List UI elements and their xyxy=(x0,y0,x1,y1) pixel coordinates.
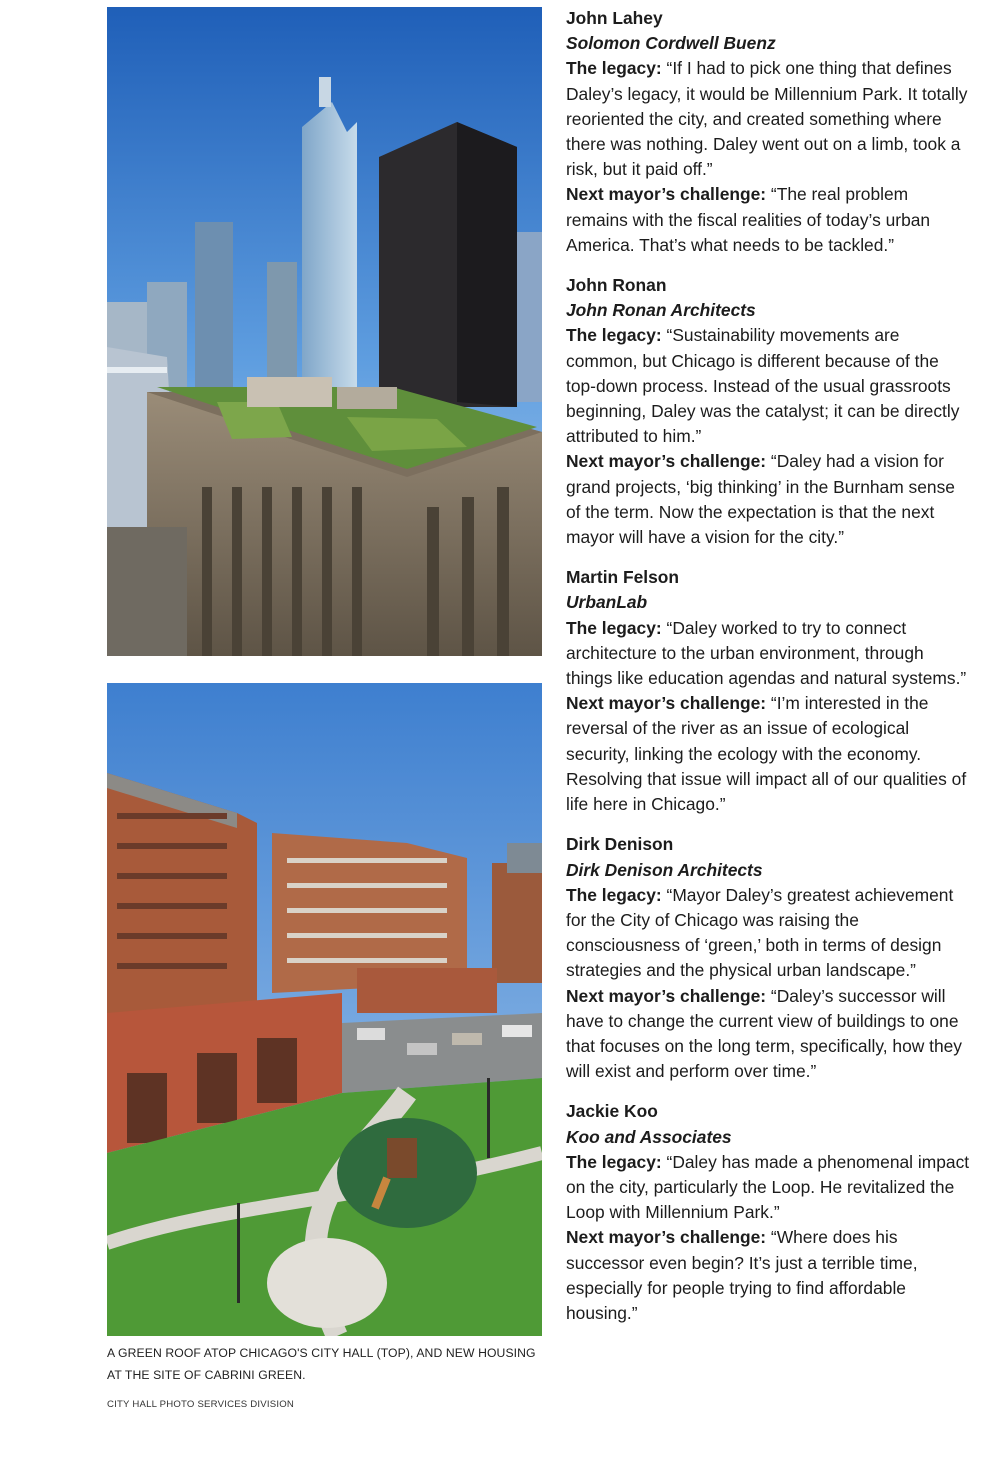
firm-name: John Ronan Architects xyxy=(566,300,756,321)
firm-name: Dirk Denison Architects xyxy=(566,859,763,880)
person-name: Dirk Denison xyxy=(566,834,674,855)
challenge-quote: “Where does his successor even begin? It’s just a terrible time, especially for people trying to find affordable housing.” xyxy=(566,1227,918,1323)
challenge-paragraph xyxy=(566,449,971,550)
cabrini-green-housing-photo xyxy=(107,683,542,1336)
legacy-label: The legacy: xyxy=(566,325,662,346)
legacy-quote: “Mayor Daley’s greatest achievement for the City of Chicago was raising the consciousness of ‘green,’ both in terms of design strategies and the physical urban landscape.” xyxy=(566,884,954,981)
challenge-label: Next mayor’s challenge: xyxy=(566,693,767,714)
legacy-quote: “Daley worked to try to connect architecture to the urban environment, through things like education agendas and natural systems.” xyxy=(566,617,967,689)
challenge-quote: “Daley’s successor will have to change the current view of buildings to one that focuses on the long term, specifically, how they will exist and perform over time.” xyxy=(566,985,963,1082)
housing-illustration xyxy=(107,683,542,1336)
challenge-label: Next mayor’s challenge: xyxy=(566,184,767,205)
legacy-paragraph xyxy=(566,883,971,984)
city-hall-illustration xyxy=(107,7,542,656)
challenge-quote: “Daley had a vision for grand projects, ‘big thinking’ in the Burnham sense of the term. Now the expectation is that the next mayor will have a vision for the city.” xyxy=(566,451,955,548)
legacy-paragraph xyxy=(566,1150,971,1226)
challenge-paragraph xyxy=(566,1225,971,1326)
legacy-quote: “If I had to pick one thing that defines Daley’s legacy, it would be Millennium Park. It totally reoriented the city, and created something where there was nothing. Daley went out on a limb, took a risk, but it paid off.” xyxy=(566,58,968,180)
person-name: John Lahey xyxy=(566,8,663,28)
legacy-label: The legacy: xyxy=(566,1151,662,1172)
legacy-paragraph xyxy=(566,56,971,182)
challenge-label: Next mayor’s challenge: xyxy=(566,985,767,1006)
challenge-quote: “I’m interested in the reversal of the river as an issue of ecological security, linking the ecology with the economy. Resolving that issue will impact all of our qualities of life here in Chicago.” xyxy=(566,693,967,815)
legacy-label: The legacy: xyxy=(566,617,662,638)
city-hall-green-roof-photo xyxy=(107,7,542,656)
legacy-label: The legacy: xyxy=(566,58,662,79)
legacy-label: The legacy: xyxy=(566,884,662,905)
photo-credit: CITY HALL PHOTO SERVICES DIVISION xyxy=(107,1399,294,1410)
challenge-paragraph xyxy=(566,182,971,258)
legacy-quote: “Sustainability movements are common, but Chicago is different because of the top-down process. Instead of the usual grassroots beginning, Daley was the catalyst; it can be directly attributed to him.” xyxy=(566,325,960,447)
entry-john-lahey xyxy=(566,6,971,258)
challenge-label: Next mayor’s challenge: xyxy=(566,1227,767,1248)
firm-name: Koo and Associates xyxy=(566,1126,732,1147)
firm-name: Solomon Cordwell Buenz xyxy=(566,33,776,54)
entry-jackie-koo xyxy=(566,1099,971,1326)
challenge-quote: “The real problem remains with the fiscal realities of today’s urban America. That’s what needs to be tackled.” xyxy=(566,184,931,255)
challenge-paragraph xyxy=(566,691,971,817)
person-name: Jackie Koo xyxy=(566,1101,658,1122)
person-name: John Ronan xyxy=(566,275,667,296)
challenge-paragraph xyxy=(566,984,971,1085)
legacy-quote: “Daley has made a phenomenal impact on the city, particularly the Loop. He revitalized the Loop with Millennium Park.” xyxy=(566,1151,970,1223)
photo-caption: A GREEN ROOF ATOP CHICAGO'S CITY HALL (TOP), AND NEW HOUSING AT THE SITE OF CABRINI GREEN. xyxy=(107,1346,536,1382)
legacy-paragraph xyxy=(566,323,971,449)
person-name: Martin Felson xyxy=(566,567,680,588)
challenge-label: Next mayor’s challenge: xyxy=(566,451,767,472)
entry-martin-felson xyxy=(566,565,971,817)
firm-name: UrbanLab xyxy=(566,592,648,613)
legacy-paragraph xyxy=(566,616,971,692)
entry-dirk-denison xyxy=(566,832,971,1084)
entry-john-ronan xyxy=(566,273,971,550)
quotes-column xyxy=(566,6,971,1341)
